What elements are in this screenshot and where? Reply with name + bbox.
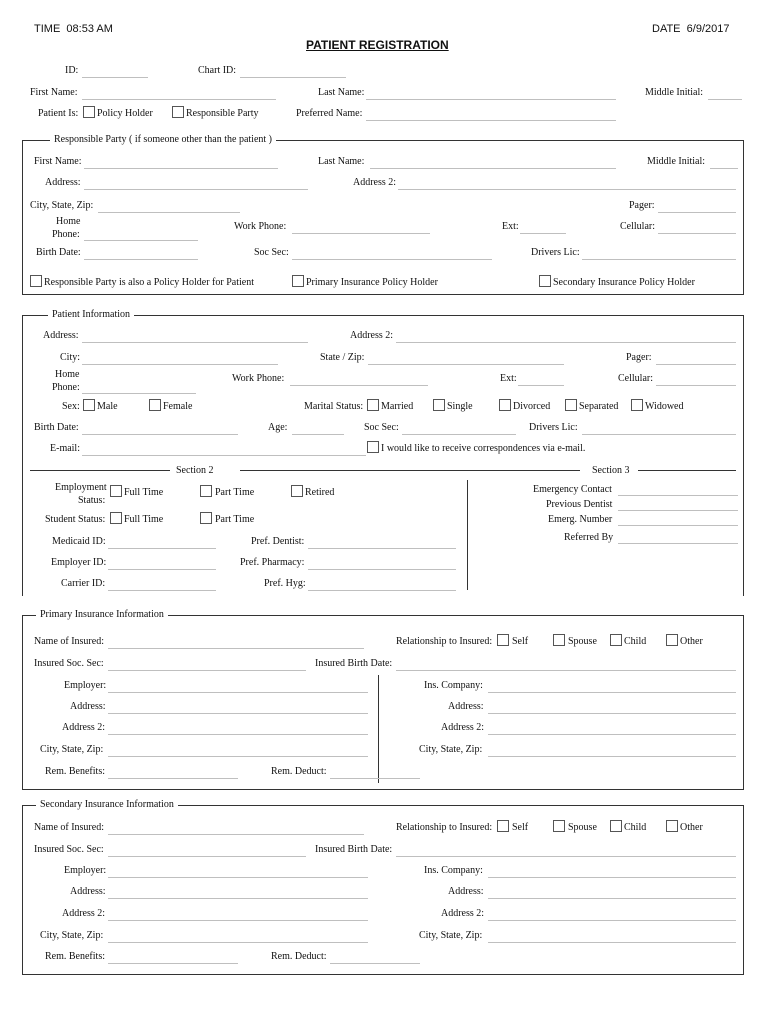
student-full-time-checkbox[interactable] (110, 512, 122, 524)
date-value: 6/9/2017 (686, 23, 730, 35)
referred-by-label: Referred By (564, 532, 614, 543)
carrier-id-label: Carrier ID: (61, 578, 106, 589)
pt-drivers-lic-field[interactable] (582, 434, 736, 435)
married-label: Married (381, 401, 414, 412)
pt-address2-label: Address 2: (350, 330, 394, 341)
patient-info-right-rule (743, 315, 744, 596)
rp-home-label: Home (56, 216, 81, 227)
date-display (652, 23, 729, 35)
student-part-time-label: Part Time (215, 514, 255, 525)
responsible-party-label: Responsible Party (186, 108, 259, 119)
sec-employer-label: Employer: (64, 865, 107, 876)
sec-rem-deduct-label: Rem. Deduct: (271, 951, 327, 962)
pt-age-field[interactable] (292, 434, 344, 435)
rp-work-phone-label: Work Phone: (234, 221, 287, 232)
pt-sex-label: Sex: (62, 401, 80, 412)
pt-state-zip-label: State / Zip: (320, 352, 365, 363)
responsible-party-checkbox[interactable] (172, 106, 184, 118)
pt-birth-date-field[interactable] (82, 434, 238, 435)
pt-state-zip-field[interactable] (368, 364, 564, 365)
pt-phone-label: Phone: (52, 382, 80, 393)
secondary-insurance-legend: Secondary Insurance Information (36, 799, 178, 810)
last-name-field[interactable] (366, 99, 616, 100)
primary-insurance-legend: Primary Insurance Information (36, 609, 168, 620)
sec-rem-deduct-field[interactable] (330, 963, 420, 964)
pri-other-label: Other (680, 636, 703, 647)
pt-cellular-label: Cellular: (618, 373, 653, 384)
rp-last-name-label: Last Name: (318, 156, 365, 167)
pt-birth-date-label: Birth Date: (34, 422, 79, 433)
time-value: 08:53 AM (66, 23, 113, 35)
chart-id-label: Chart ID: (198, 65, 237, 76)
rp-ext-label: Ext: (502, 221, 519, 232)
pri-city-state-zip-field[interactable] (108, 756, 368, 757)
sec-address2-field[interactable] (108, 920, 368, 921)
rp-pager-field[interactable] (658, 212, 736, 213)
widowed-checkbox[interactable] (631, 399, 643, 411)
sec-city-state-zip-field[interactable] (108, 942, 368, 943)
pref-hyg-field[interactable] (308, 590, 456, 591)
rp-primary-holder-label: Primary Insurance Policy Holder (306, 277, 438, 288)
section2-rule-left (30, 470, 170, 471)
sec-ins-address-label: Address: (448, 886, 484, 897)
rp-cellular-field[interactable] (658, 233, 736, 234)
employment-full-time-label: Full Time (124, 487, 164, 498)
sec-relationship-label: Relationship to Insured: (396, 822, 493, 833)
divorced-label: Divorced (513, 401, 551, 412)
female-label: Female (163, 401, 193, 412)
middle-initial-label: Middle Initial: (645, 87, 704, 98)
sec-ins-address-field[interactable] (488, 898, 736, 899)
pri-ins-company-field[interactable] (488, 692, 736, 693)
pref-hyg-label: Pref. Hyg: (264, 578, 306, 589)
sec-name-insured-field[interactable] (108, 834, 364, 835)
pri-other-checkbox[interactable] (666, 634, 678, 646)
sec-other-checkbox[interactable] (666, 820, 678, 832)
sec-insured-birth-date-field[interactable] (396, 856, 736, 857)
pri-relationship-label: Relationship to Insured: (396, 636, 493, 647)
pri-ins-city-state-zip-field[interactable] (488, 756, 736, 757)
sec-ins-address2-field[interactable] (488, 920, 736, 921)
pt-soc-sec-field[interactable] (402, 434, 516, 435)
rp-middle-initial-field[interactable] (710, 168, 738, 169)
pri-name-insured-label: Name of Insured: (34, 636, 104, 647)
rp-soc-sec-field[interactable] (292, 259, 492, 260)
pt-ext-field[interactable] (518, 385, 564, 386)
first-name-label: First Name: (30, 87, 78, 98)
pri-insured-birth-date-label: Insured Birth Date: (315, 658, 393, 669)
pri-address-label: Address: (70, 701, 106, 712)
rp-drivers-lic-field[interactable] (582, 259, 736, 260)
pri-ins-city-state-zip-label: City, State, Zip: (419, 744, 483, 755)
rp-middle-initial-label: Middle Initial: (647, 156, 706, 167)
female-checkbox[interactable] (149, 399, 161, 411)
sec-city-state-zip-label: City, State, Zip: (40, 930, 104, 941)
medicaid-id-label: Medicaid ID: (52, 536, 106, 547)
sec-ins-city-state-zip-field[interactable] (488, 942, 736, 943)
pt-drivers-lic-label: Drivers Lic: (529, 422, 578, 433)
male-checkbox[interactable] (83, 399, 95, 411)
pri-insured-soc-sec-field[interactable] (108, 670, 306, 671)
pri-employer-label: Employer: (64, 680, 107, 691)
sec-ins-company-field[interactable] (488, 877, 736, 878)
rp-last-name-field[interactable] (370, 168, 616, 169)
pri-insured-birth-date-field[interactable] (396, 670, 736, 671)
pt-email-label: E-mail: (50, 443, 80, 454)
patient-info-legend: Patient Information (48, 309, 134, 320)
emergency-contact-label: Emergency Contact (533, 484, 612, 495)
employer-id-field[interactable] (108, 569, 216, 570)
sec-address2-label: Address 2: (62, 908, 106, 919)
sec-other-label: Other (680, 822, 703, 833)
rp-first-name-field[interactable] (84, 168, 278, 169)
rp-pager-label: Pager: (629, 200, 655, 211)
previous-dentist-label: Previous Dentist (546, 499, 613, 510)
section3-label: Section 3 (592, 465, 630, 476)
employment-part-time-checkbox[interactable] (200, 485, 212, 497)
pri-rem-benefits-field[interactable] (108, 778, 238, 779)
section-divider (467, 480, 468, 590)
sec-ins-company-label: Ins. Company: (424, 865, 483, 876)
responsible-party-legend: Responsible Party ( if someone other than the patient ) (50, 134, 276, 145)
divorced-checkbox[interactable] (499, 399, 511, 411)
emerg-number-field[interactable] (618, 525, 738, 526)
email-opt-in-label: I would like to receive correspondences via e-mail. (381, 443, 586, 454)
chart-id-field[interactable] (240, 77, 346, 78)
pt-address-field[interactable] (82, 342, 308, 343)
employment-full-time-checkbox[interactable] (110, 485, 122, 497)
sec-child-label: Child (624, 822, 647, 833)
pri-ins-address2-field[interactable] (488, 734, 736, 735)
sec-insured-soc-sec-field[interactable] (108, 856, 306, 857)
rp-birth-date-field[interactable] (84, 259, 198, 260)
rp-city-state-zip-label: City, State, Zip: (30, 200, 94, 211)
rp-home-phone-field[interactable] (84, 240, 198, 241)
first-name-field[interactable] (82, 99, 276, 100)
employment-label-1: Employment (55, 482, 107, 493)
pri-rem-deduct-label: Rem. Deduct: (271, 766, 327, 777)
pri-rem-deduct-field[interactable] (330, 778, 420, 779)
pri-employer-field[interactable] (108, 692, 368, 693)
pt-work-phone-field[interactable] (290, 385, 428, 386)
pt-cellular-field[interactable] (656, 385, 736, 386)
policy-holder-label: Policy Holder (97, 108, 153, 119)
rp-work-phone-field[interactable] (292, 233, 430, 234)
pri-divider (378, 675, 379, 783)
id-label: ID: (65, 65, 79, 76)
rp-secondary-holder-checkbox[interactable] (539, 275, 551, 287)
separated-label: Separated (579, 401, 619, 412)
pri-name-insured-field[interactable] (108, 648, 364, 649)
pri-city-state-zip-label: City, State, Zip: (40, 744, 104, 755)
pt-soc-sec-label: Soc Sec: (364, 422, 399, 433)
referred-by-field[interactable] (618, 543, 738, 544)
policy-holder-checkbox[interactable] (83, 106, 95, 118)
sec-rem-benefits-label: Rem. Benefits: (45, 951, 105, 962)
last-name-label: Last Name: (318, 87, 365, 98)
employment-retired-checkbox[interactable] (291, 485, 303, 497)
pri-ins-company-label: Ins. Company: (424, 680, 483, 691)
pt-pager-label: Pager: (626, 352, 652, 363)
marital-status-label: Marital Status: (304, 401, 364, 412)
section3-rule (638, 470, 736, 471)
pref-pharmacy-field[interactable] (308, 569, 456, 570)
widowed-label: Widowed (645, 401, 684, 412)
sec-spouse-checkbox[interactable] (553, 820, 565, 832)
date-label: DATE (652, 23, 681, 35)
pt-email-field[interactable] (82, 455, 366, 456)
pt-home-phone-field[interactable] (82, 393, 196, 394)
sec-name-insured-label: Name of Insured: (34, 822, 104, 833)
employment-retired-label: Retired (305, 487, 335, 498)
rp-phone-label: Phone: (52, 229, 80, 240)
student-status-label: Student Status: (45, 514, 106, 525)
pri-ins-address2-label: Address 2: (441, 722, 485, 733)
patient-info-left-rule (22, 315, 23, 596)
emerg-number-label: Emerg. Number (548, 514, 613, 525)
separated-checkbox[interactable] (565, 399, 577, 411)
student-full-time-label: Full Time (124, 514, 164, 525)
page-title: PATIENT REGISTRATION (306, 38, 449, 52)
emergency-contact-field[interactable] (618, 495, 738, 496)
pri-address-field[interactable] (108, 713, 368, 714)
pt-city-field[interactable] (82, 364, 278, 365)
carrier-id-field[interactable] (108, 590, 216, 591)
sec-employer-field[interactable] (108, 877, 368, 878)
sec-ins-city-state-zip-label: City, State, Zip: (419, 930, 483, 941)
rp-address-field[interactable] (84, 189, 308, 190)
pri-ins-address-field[interactable] (488, 713, 736, 714)
sec-address-field[interactable] (108, 898, 368, 899)
pri-self-label: Self (512, 636, 529, 647)
sec-spouse-label: Spouse (568, 822, 597, 833)
id-field[interactable] (82, 77, 148, 78)
pri-insured-soc-sec-label: Insured Soc. Sec: (34, 658, 104, 669)
sec-rem-benefits-field[interactable] (108, 963, 238, 964)
sec-insured-birth-date-label: Insured Birth Date: (315, 844, 393, 855)
preferred-name-label: Preferred Name: (296, 108, 363, 119)
pt-work-phone-label: Work Phone: (232, 373, 285, 384)
rp-also-policy-holder-checkbox[interactable] (30, 275, 42, 287)
rp-address2-field[interactable] (398, 189, 736, 190)
employment-label-2: Status: (78, 495, 106, 506)
middle-initial-field[interactable] (708, 99, 742, 100)
pt-city-label: City: (60, 352, 81, 363)
sec-ins-address2-label: Address 2: (441, 908, 485, 919)
pri-self-checkbox[interactable] (497, 634, 509, 646)
rp-address-label: Address: (45, 177, 81, 188)
pri-child-label: Child (624, 636, 647, 647)
medicaid-id-field[interactable] (108, 548, 216, 549)
section2-label: Section 2 (176, 465, 214, 476)
patient-is-label: Patient Is: (38, 108, 79, 119)
rp-secondary-holder-label: Secondary Insurance Policy Holder (553, 277, 695, 288)
rp-ext-field[interactable] (520, 233, 566, 234)
sec-self-checkbox[interactable] (497, 820, 509, 832)
sec-child-checkbox[interactable] (610, 820, 622, 832)
single-label: Single (447, 401, 473, 412)
pri-spouse-label: Spouse (568, 636, 597, 647)
rp-birth-date-label: Birth Date: (36, 247, 81, 258)
preferred-name-field[interactable] (366, 120, 616, 121)
pri-ins-address-label: Address: (448, 701, 484, 712)
pt-ext-label: Ext: (500, 373, 517, 384)
rp-city-state-zip-field[interactable] (98, 212, 240, 213)
rp-first-name-label: First Name: (34, 156, 82, 167)
student-part-time-checkbox[interactable] (200, 512, 212, 524)
rp-soc-sec-label: Soc Sec: (254, 247, 289, 258)
sec-insured-soc-sec-label: Insured Soc. Sec: (34, 844, 104, 855)
pref-dentist-label: Pref. Dentist: (251, 536, 305, 547)
pri-address2-label: Address 2: (62, 722, 106, 733)
time-label: TIME (34, 23, 61, 35)
pt-address-label: Address: (43, 330, 79, 341)
pref-dentist-field[interactable] (308, 548, 456, 549)
single-checkbox[interactable] (433, 399, 445, 411)
pri-address2-field[interactable] (108, 734, 368, 735)
pri-rem-benefits-label: Rem. Benefits: (45, 766, 105, 777)
responsible-party-section (22, 140, 744, 295)
rp-also-policy-holder-label: Responsible Party is also a Policy Holder for Patient (44, 277, 254, 288)
section2-rule-right (240, 470, 580, 471)
married-checkbox[interactable] (367, 399, 379, 411)
sec-address-label: Address: (70, 886, 106, 897)
pt-home-label: Home (55, 369, 80, 380)
rp-address2-label: Address 2: (353, 177, 397, 188)
pri-child-checkbox[interactable] (610, 634, 622, 646)
rp-drivers-lic-label: Drivers Lic: (531, 247, 580, 258)
sec-self-label: Self (512, 822, 529, 833)
pri-spouse-checkbox[interactable] (553, 634, 565, 646)
pt-age-label: Age: (268, 422, 288, 433)
previous-dentist-field[interactable] (618, 510, 738, 511)
pt-pager-field[interactable] (656, 364, 736, 365)
email-opt-in-checkbox[interactable] (367, 441, 379, 453)
pref-pharmacy-label: Pref. Pharmacy: (240, 557, 305, 568)
time-display (34, 23, 113, 35)
employment-part-time-label: Part Time (215, 487, 255, 498)
male-label: Male (97, 401, 118, 412)
rp-primary-holder-checkbox[interactable] (292, 275, 304, 287)
employer-id-label: Employer ID: (51, 557, 107, 568)
rp-cellular-label: Cellular: (620, 221, 655, 232)
pt-address2-field[interactable] (396, 342, 736, 343)
